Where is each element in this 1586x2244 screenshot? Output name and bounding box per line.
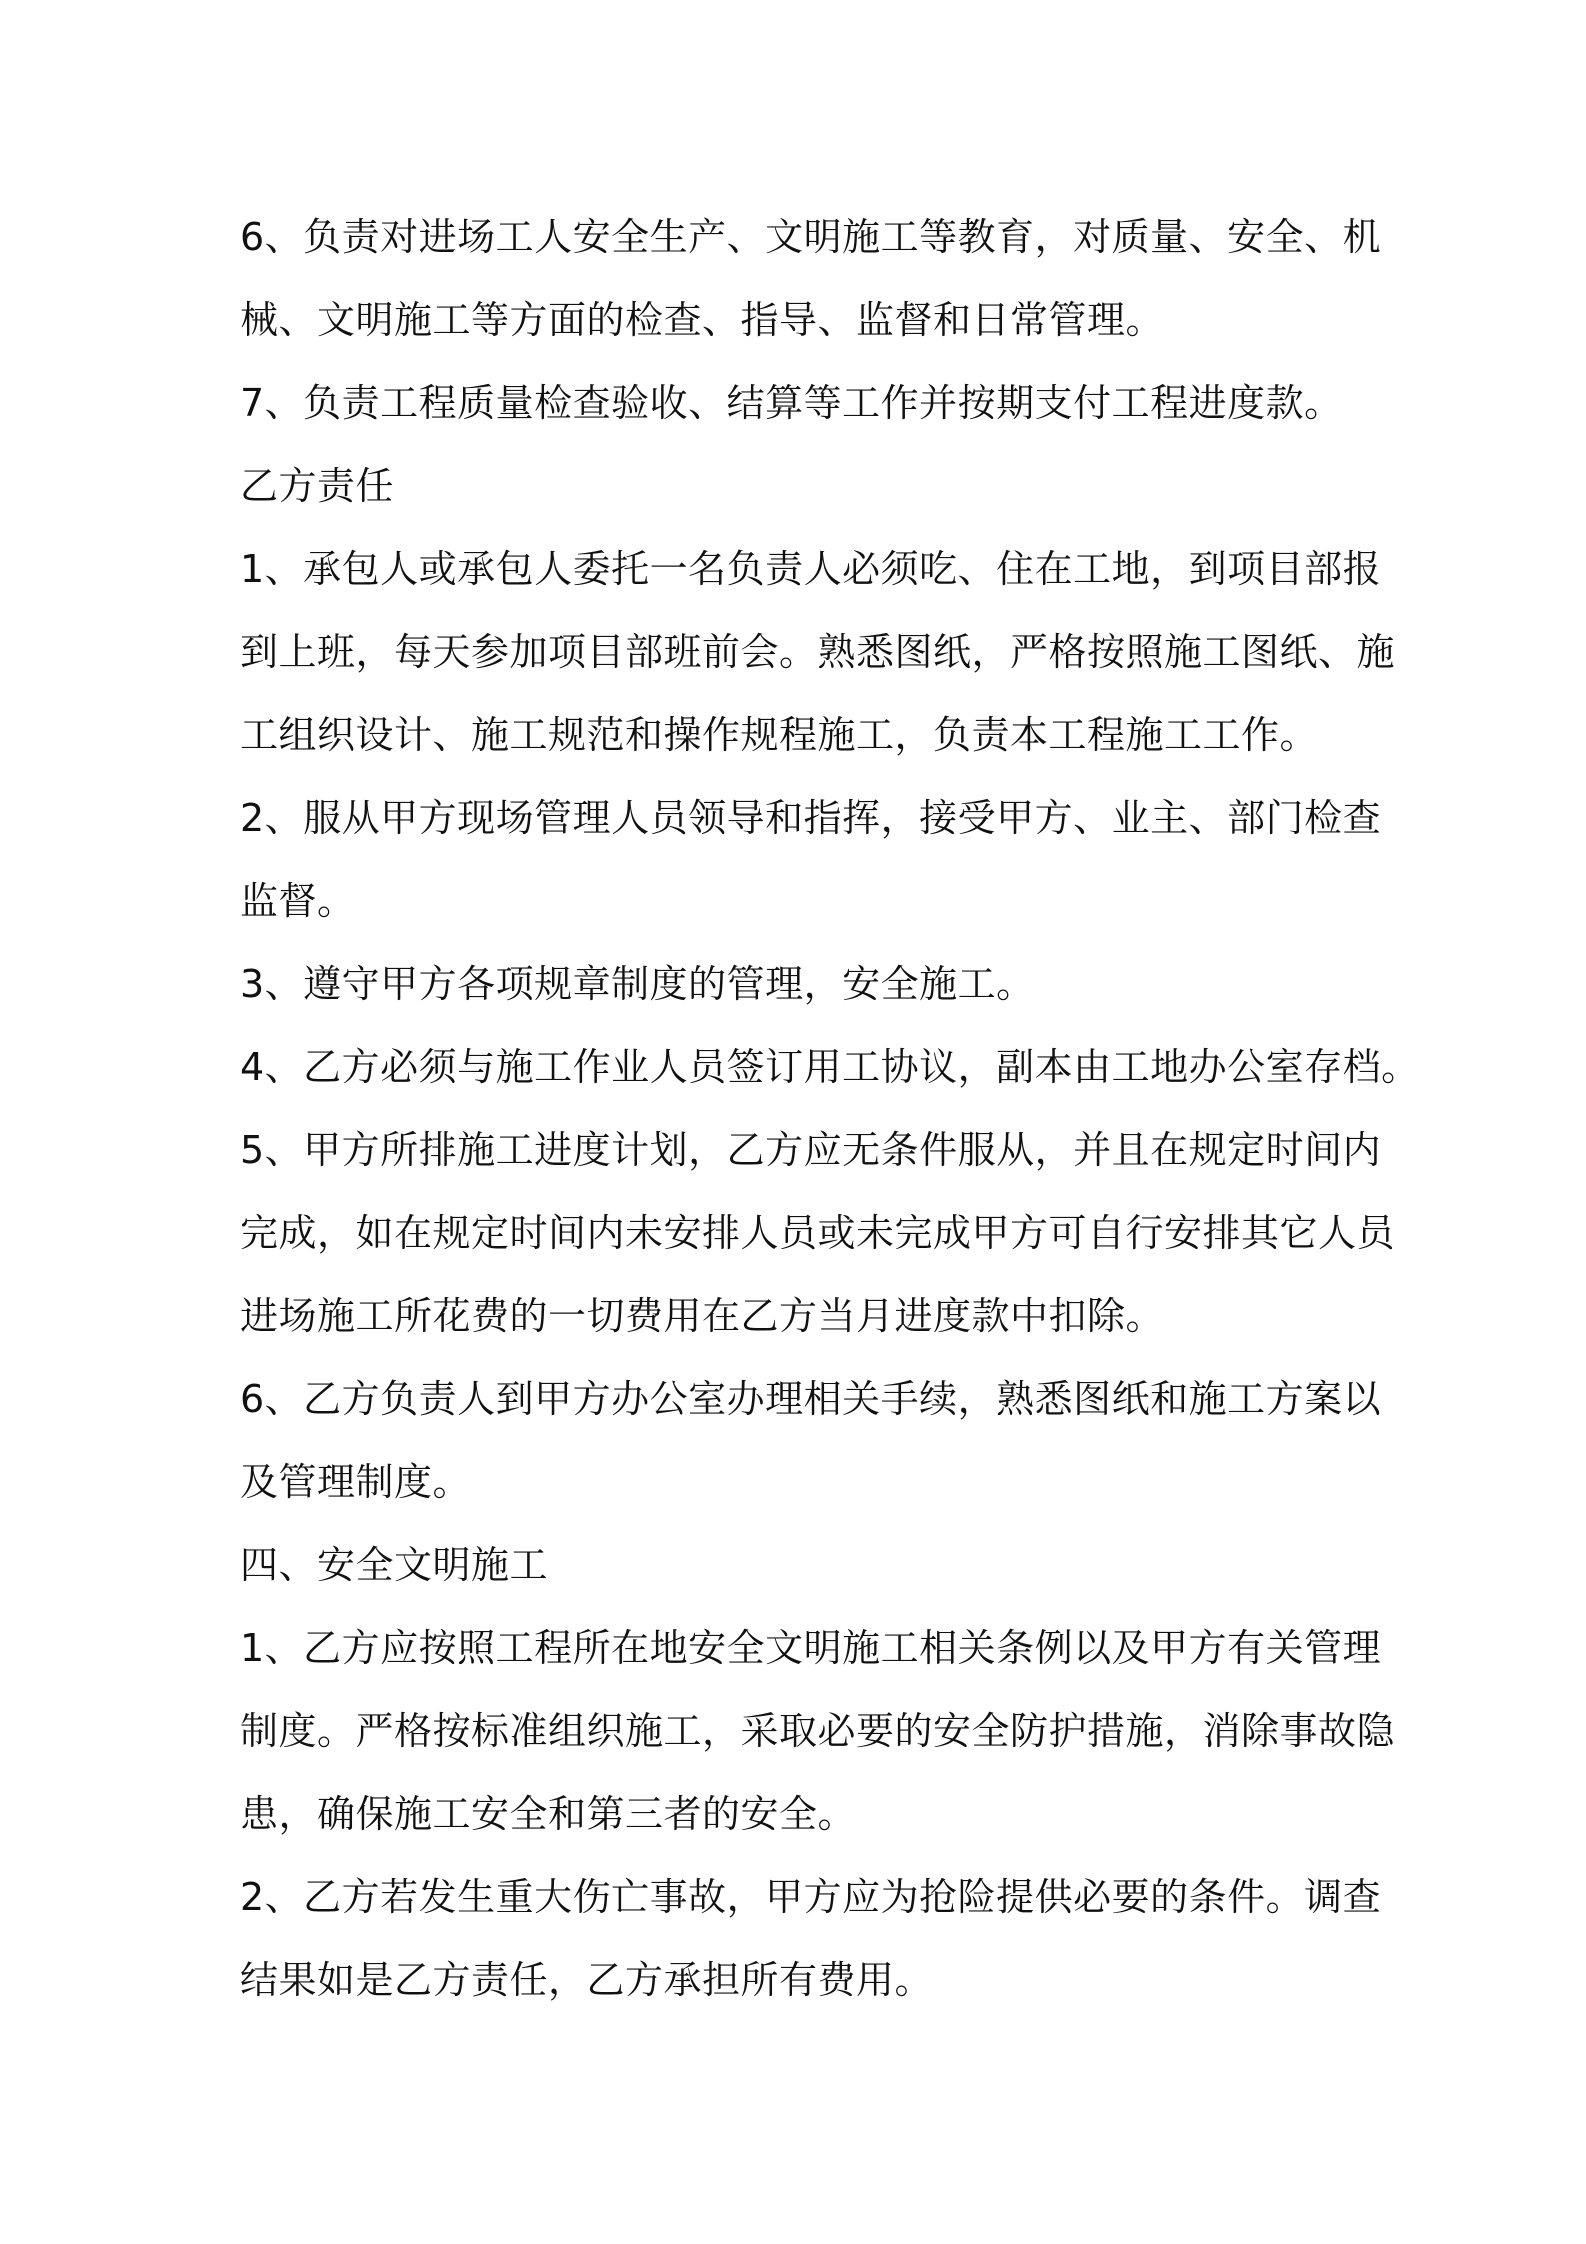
text-line-safety-item-1-continued-2: 患，确保施工安全和第三者的安全。 xyxy=(240,1792,857,1836)
text-line-safety-item-2-continued: 结果如是乙方责任，乙方承担所有费用。 xyxy=(240,1958,934,2002)
text-line-b-item-5-continued-1: 完成，如在规定时间内未安排人员或未完成甲方可自行安排其它人员 xyxy=(240,1211,1396,1255)
text-line-b-item-1-continued-1: 到上班，每天参加项目部班前会。熟悉图纸，严格按照施工图纸、施 xyxy=(240,630,1396,674)
text-line-b-item-6-continued: 及管理制度。 xyxy=(240,1460,472,1504)
text-line-item-6-continued: 械、文明施工等方面的检查、指导、监督和日常管理。 xyxy=(240,298,1165,342)
section-heading-party-b-responsibility: 乙方责任 xyxy=(240,464,395,508)
text-line-safety-item-1-continued-1: 制度。严格按标准组织施工，采取必要的安全防护措施，消除事故隐 xyxy=(240,1709,1396,1753)
text-line-b-item-3: 3、遵守甲方各项规章制度的管理，安全施工。 xyxy=(240,962,1035,1006)
text-line-safety-item-1: 1、乙方应按照工程所在地安全文明施工相关条例以及甲方有关管理 xyxy=(240,1626,1382,1670)
text-line-b-item-5-continued-2: 进场施工所花费的一切费用在乙方当月进度款中扣除。 xyxy=(240,1294,1165,1338)
text-line-item-6-responsibility: 6、负责对进场工人安全生产、文明施工等教育，对质量、安全、机 xyxy=(240,215,1382,259)
text-line-b-item-4: 4、乙方必须与施工作业人员签订用工协议，副本由工地办公室存档。 xyxy=(240,1045,1420,1089)
text-line-b-item-2: 2、服从甲方现场管理人员领导和指挥，接受甲方、业主、部门检查 xyxy=(240,796,1382,840)
document-body xyxy=(240,196,1420,2022)
text-line-b-item-5: 5、甲方所排施工进度计划，乙方应无条件服从，并且在规定时间内 xyxy=(240,1128,1382,1172)
text-line-b-item-1-continued-2: 工组织设计、施工规范和操作规程施工，负责本工程施工工作。 xyxy=(240,713,1319,757)
section-heading-safety: 四、安全文明施工 xyxy=(240,1543,549,1587)
text-line-item-7-responsibility: 7、负责工程质量检查验收、结算等工作并按期支付工程进度款。 xyxy=(240,381,1343,425)
text-line-safety-item-2: 2、乙方若发生重大伤亡事故，甲方应为抢险提供必要的条件。调查 xyxy=(240,1875,1382,1919)
text-line-b-item-2-continued: 监督。 xyxy=(240,879,356,923)
text-line-b-item-1: 1、承包人或承包人委托一名负责人必须吃、住在工地，到项目部报 xyxy=(240,547,1382,591)
text-line-b-item-6: 6、乙方负责人到甲方办公室办理相关手续，熟悉图纸和施工方案以 xyxy=(240,1377,1382,1421)
